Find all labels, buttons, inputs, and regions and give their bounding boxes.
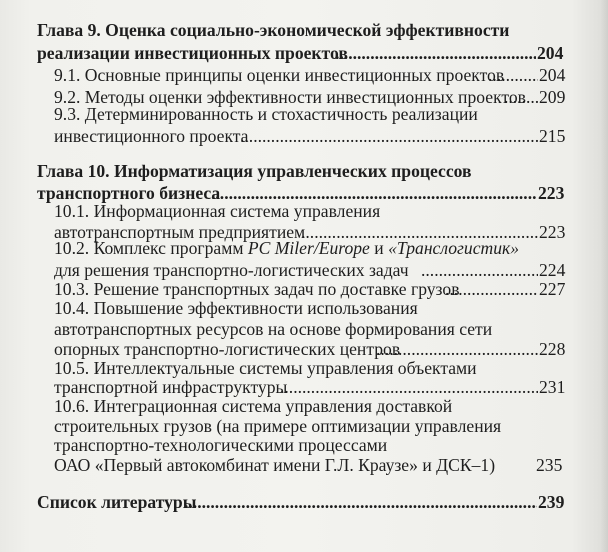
section-10-2-text-a: 10.2. Комплекс программ	[54, 238, 248, 258]
chapter-10-title-line2: транспортного бизнеса	[37, 183, 221, 203]
section-10-6-title-line2: строительных грузов (на примере оптимизации управления	[54, 416, 502, 436]
page-edge-shadow	[600, 0, 608, 552]
section-9-2-page: 209	[539, 87, 566, 107]
section-10-2-program-name-1: PC Miler/Europe	[247, 238, 370, 258]
section-9-3-leader	[240, 124, 538, 148]
section-10-2-text-c: и	[369, 238, 389, 258]
chapter-9-title-line1: Глава 9. Оценка социально-экономической эффективности	[37, 20, 510, 40]
section-9-1-title: 9.1. Основные принципы оценки инвестиционных проектов	[54, 65, 505, 85]
section-9-2-title: 9.2. Методы оценки эффективности инвестиционных проектов	[54, 87, 526, 107]
section-10-2-title-line2: для решения транспортно-логистических задач	[54, 260, 409, 280]
section-10-1-page: 223	[539, 222, 566, 242]
section-10-2-title-line1	[54, 236, 519, 260]
section-10-3-leader	[445, 277, 538, 301]
section-10-6-title-line4: ОАО «Первый автокомбинат имени Г.Л. Краузе» и ДСК–1)	[54, 455, 496, 475]
section-10-4-title-line1: 10.4. Повышение эффективности использования	[54, 298, 418, 318]
section-10-6-title-line1: 10.6. Интеграционная система управления доставкой	[54, 396, 453, 416]
section-10-4-page: 228	[539, 339, 566, 359]
section-9-1-leader	[488, 63, 538, 87]
section-9-3-page: 215	[539, 126, 566, 146]
chapter-9-page: 204	[537, 43, 564, 63]
section-9-3-title-line1: 9.3. Детерминированность и стохастичность реализации	[54, 104, 478, 124]
section-10-4-title-line2: автотранспортных ресурсов на основе формирования сети	[54, 319, 493, 339]
references-leader	[184, 490, 537, 514]
chapter-9-leader	[335, 41, 536, 65]
section-10-5-title-line2: транспортной инфраструктуры	[54, 377, 288, 397]
section-10-1-title-line2: автотранспортным предприятием	[54, 222, 306, 242]
chapter-9-title-line2: реализации инвестиционных проектов	[37, 43, 348, 63]
section-9-3-title-line2: инвестиционного проекта	[54, 126, 249, 146]
section-10-6-title-line3: транспортно-технологическими процессами	[54, 435, 388, 455]
section-9-1-page: 204	[539, 65, 566, 85]
chapter-10-title-line1: Глава 10. Информатизация управленческих процессов	[37, 161, 472, 181]
section-10-5-page: 231	[539, 377, 566, 397]
section-10-6-page: 235	[536, 455, 563, 475]
section-10-5-title-line1: 10.5. Интеллектуальные системы управления объектами	[54, 358, 477, 378]
section-10-3-page: 227	[539, 279, 566, 299]
references-page: 239	[538, 492, 565, 512]
section-10-2-program-name-2: «Транслогистик»	[388, 238, 520, 258]
section-10-4-title-line3: опорных транспортно-логистических центров	[54, 339, 401, 359]
section-10-2-page: 224	[539, 260, 566, 280]
section-10-1-title-line1: 10.1. Информационная система управления	[54, 201, 381, 221]
chapter-10-page: 223	[538, 183, 565, 203]
section-10-3-title: 10.3. Решение транспортных задач по доставке грузов	[54, 279, 460, 299]
section-9-2-leader	[504, 85, 538, 109]
references-title: Список литературы	[37, 492, 197, 512]
